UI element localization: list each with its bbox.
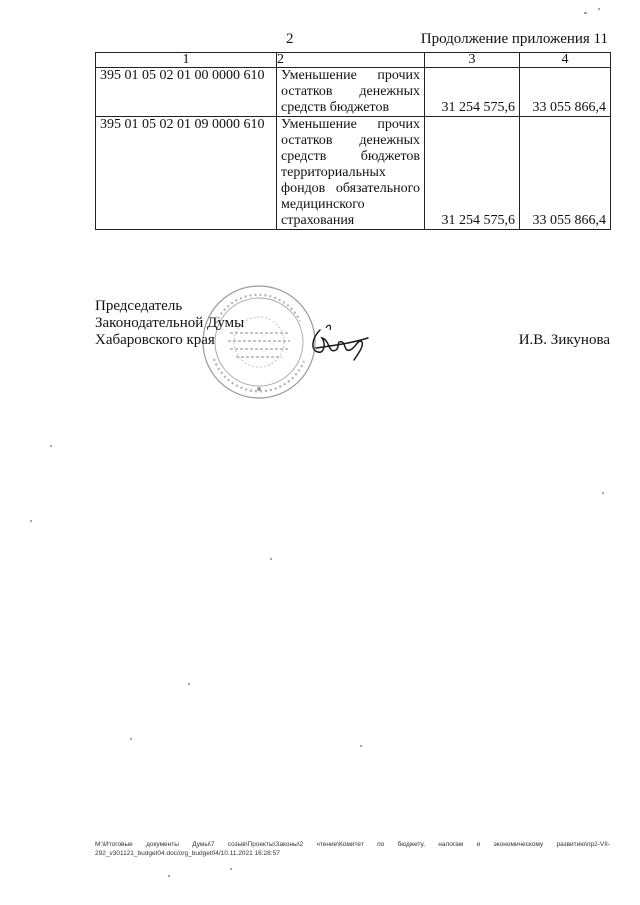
scan-speck bbox=[584, 12, 587, 14]
description-line: страхования bbox=[281, 213, 355, 228]
signer-title-line: Законодательной Думы bbox=[95, 315, 245, 331]
signer-title bbox=[95, 298, 244, 349]
description-line: Уменьшение прочих bbox=[281, 68, 420, 83]
scan-speck bbox=[230, 868, 232, 870]
amount-year-1: 31 254 575,6 bbox=[425, 117, 520, 230]
amount-year-1: 31 254 575,6 bbox=[425, 68, 520, 117]
scan-speck bbox=[602, 492, 604, 494]
budget-table bbox=[95, 52, 611, 230]
scan-speck bbox=[130, 738, 132, 740]
description-line: остатков денежных bbox=[281, 84, 420, 99]
column-number-row bbox=[96, 53, 611, 68]
budget-description bbox=[277, 117, 425, 230]
description-line: средств бюджетов bbox=[281, 149, 420, 164]
budget-code: 395 01 05 02 01 09 0000 610 bbox=[96, 117, 277, 230]
scan-speck bbox=[188, 683, 190, 685]
description-line: медицинского bbox=[281, 197, 365, 212]
description-line: остатков денежных bbox=[281, 133, 420, 148]
scan-speck bbox=[30, 520, 32, 522]
description-line: средств бюджетов bbox=[281, 100, 390, 115]
signer-title-line: Хабаровского края bbox=[95, 332, 215, 348]
file-path-footer: M:\Итоговые документы Думы\7 созыв\Проекты\Законы\2 чтение\Комитет по бюджету, налогам и экономическому развитию\пр2-VII-292_v301121_budget04.doc/org_budget04/10.11.2021 16:28:57 bbox=[95, 841, 610, 857]
table-row bbox=[96, 117, 611, 230]
scan-speck bbox=[50, 445, 52, 447]
description-line: территориальных bbox=[281, 165, 386, 180]
signature-icon bbox=[306, 320, 372, 366]
column-number-1: 1 bbox=[96, 53, 277, 68]
budget-code: 395 01 05 02 01 00 0000 610 bbox=[96, 68, 277, 117]
scan-speck bbox=[270, 558, 272, 560]
table-row bbox=[96, 68, 611, 117]
amount-year-2: 33 055 866,4 bbox=[520, 117, 611, 230]
signer-title-line: Председатель bbox=[95, 298, 183, 314]
scan-speck bbox=[598, 8, 600, 10]
description-line: Уменьшение прочих bbox=[281, 117, 420, 132]
scan-speck bbox=[168, 875, 170, 877]
description-line: фондов обязательного bbox=[281, 181, 420, 196]
budget-description bbox=[277, 68, 425, 117]
amount-year-2: 33 055 866,4 bbox=[520, 68, 611, 117]
page-number: 2 bbox=[286, 31, 294, 47]
column-number-2: 2 bbox=[277, 53, 425, 68]
continuation-label: Продолжение приложения 11 bbox=[420, 31, 608, 47]
column-number-4: 4 bbox=[520, 53, 611, 68]
scan-speck bbox=[360, 745, 362, 747]
column-number-3: 3 bbox=[425, 53, 520, 68]
signer-name: И.В. Зикунова bbox=[518, 332, 610, 348]
